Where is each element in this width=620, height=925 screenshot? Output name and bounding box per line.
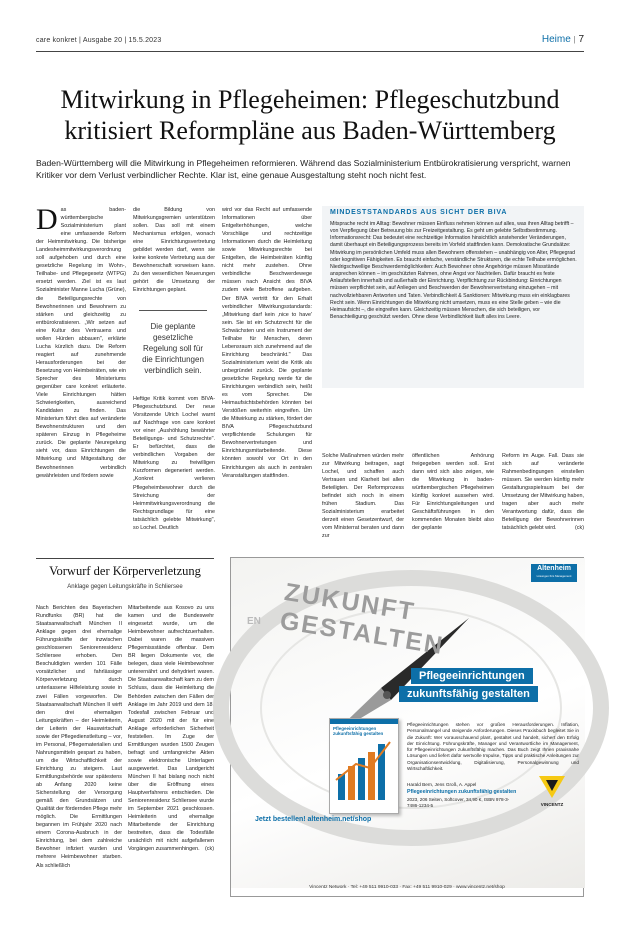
book-title-1: Pflegeeinrichtungen <box>333 726 377 731</box>
page-section <box>542 34 584 45</box>
column-2b-text: Heftige Kritik kommt vom BIVA-Pflegeschutzbund. Der neue Vorsitzende Ulrich Lochel warnt auf Nachfrage von care konkret vor einer „Aushöhlung bewährter Beteiligungs- und Schutzrechte". Er befürchtet, dass die verbindlichen Vorgaben der Mitwirkung zu freiwilligen Kurzformen degeneriert werden. „Konkret verlieren Pflegeheimbewohner durch die Streichung der Heimmitwirkungsverordnung die Rechtsgrundlage für eine tatsächlich gelebte Mitwirkung", so Lochel. Deutlich <box>133 396 215 531</box>
compass-letters: EN <box>247 616 261 627</box>
column-4-text: Solche Maßnahmen würden mehr zur Mitwirkung beitragen, sagt Lochel, und schaffen auch Vertrauen und Klarheit bei allen Beteiligten. Der Reformprozess befindet sich noch in einem frühen Stadium. Das Sozialministerium erarbeitet derzeit einen Gesetzentwurf, der vom Ministerrat beraten und dann zur <box>322 453 404 540</box>
section-divider <box>36 558 214 559</box>
publisher-logo-icon <box>537 774 567 800</box>
info-box-body: Mitsprache recht im Alltag: Bewohner müssen Einfluss nehmen können auf alles, was ihren Alltag betrifft – von Verpflegung über Betreuung bis zur Freizeitgestaltung. Es geht um gelebte Selbstbestimmung. Informationsrecht: Das bedeutet eine rechtzeitige Information hinsichtlich anstehender Veränderungen, damit überhaupt ein Beteiligungsprozess bereits im Vorfeld stattfinden kann. Demokratische Grundsätze: Mitwirkung im persönlichen Umfeld muss allen Bewohnern offenstehen – unabhängig von Alter, Pflegegrad oder kognitiven Fähigkeiten. Es braucht einfache, verständliche Strukturen, die echte Teilhabe ermöglichen. Niedrigschwellige Beschwerdemöglichkeiten: Auch Bewohner ohne Angehörige müssen Missstände ansprechen können – im geschützten Rahmen, ohne Angst vor Nachteilen. Dafür braucht es feste Anlaufstellen innerhalb und außerhalb der Einrichtung. Verpflichtung zur Rückbindung: Einrichtungen müssen verpflichtet sein, auf Anliegen und Beschwerden der Bewohnervertretung einzugehen – mit nachvollziehbaren Antworten und Taten. Verbindlichkeit & Sanktionen: Mitwirkung muss ein einklagbares Recht sein. Wenn Einrichtungen die Mitwirkung nicht umsetzen, muss es eine Stelle geben – wie die Heimaufsicht –, die eingreifen kann. Gleichzeitig müssen Menschen, die sich beteiligen, vor Benachteiligung geschützt werden. Ohne diese Verbindlichkeit läuft alles ins Leere. <box>330 221 577 321</box>
article-column-5 <box>412 452 494 532</box>
ad-book-line: Pflegeeinrichtungen zukunftsfähig gestalten <box>407 789 517 795</box>
article-lead: Baden-Württemberg will die Mitwirkung in Pflegeheimen reformieren. Während das Sozialministerium Entbürokratisierung verspricht, warnen Kritiker vor dem Verlust verbindlicher Rechte. Klar ist, eine genaue Ausgestaltung steht noch nicht fest. <box>36 158 571 180</box>
article2-title: Vorwurf der Körperverletzung <box>49 564 201 578</box>
article2-column-1 <box>36 604 122 892</box>
section-name: Heime <box>541 34 571 45</box>
ad-cta-link[interactable]: Jetzt bestellen! altenheim.net/shop <box>255 816 372 823</box>
column-2a-text: die Bildung von Mitwirkungsgremien unterstützen sollen. Das soll mit einem Mechanismus erfolgen, wonach eine Einrichtungsvertretung gebildet werden darf, wenn sie keine konkrete Vertretung aus der Bewohnerschaft vorweisen kann. Zu den wesentlichen Neuerungen gehört die Umsetzung der Einrichtungen geplant. <box>133 207 215 294</box>
article-column-3 <box>222 206 312 528</box>
article-headline: Mitwirkung in Pflegeheimen: Pflegeschutzbund kritisiert Reformpläne aus Baden-Württemberg <box>60 85 560 145</box>
ad-description: Pflegeeinrichtungen stehen vor großen Herausforderungen. Inflation, Personalmangel und steigende Anforderungen. Dieses Praxisbuch begleitet Sie in die Zukunft: Wer vorausschauend plant, gestaltet und handelt, sichert den Erfolg der Einrichtung. Führungskräfte, Manager und Verantwortliche im Management, für Pflegeeinrichtungen zukunftsfähig machen. Das Buch zeigt Ihnen praxisnahe Lösungen und liefert dafür wertvolle Impulse, Tipps und praktische Anleitungen zur Organisationsentwicklung, Digitalisierung, Personalgewinnung und Wirtschaftlichkeit. <box>407 722 579 772</box>
section-separator: | <box>573 35 576 44</box>
book-cover[interactable] <box>329 718 399 814</box>
article2-author: (ck) <box>205 846 214 853</box>
ad-footer: Vincentz Network · Tel: +49 511 9910-033 · Fax: +49 511 9910-029 · www.vincentz.net/shop <box>309 885 505 890</box>
issue-info: care konkret | Ausgabe 20 | 15.5.2023 <box>36 37 162 44</box>
article-column-2b <box>133 395 215 547</box>
pull-quote: Die geplante gesetzliche Regelung soll für die Einrichtungen verbindlich sein. <box>139 310 207 376</box>
column-1-text: as baden-württembergische Sozialministerium plant eine umfassende Reform der Heimmitwirkung. Die bisherige Landesheimmitwirkungsverordnung soll aufgehoben und durch eine gesetzliche Regelung im Wohn-, Teilhabe- und Pflegegesetz (WTPG) ersetzt werden. Ziel ist es laut Sozialminister Manne Lucha (Grüne), die Beteiligungsrechte von Bewohnerinnen und Bewohnern zu stärken und gleichzeitig zu entbürokratisieren. „Wir setzen auf eine Kultur des Vertrauens und wollen Hürden abbauen", erklärte Lucha kürzlich dazu. Die Reform reagiert auf zunehmende Herausforderungen bei der Besetzung von Heimbeiräten, wie ein Sprecher des Ministeriums gegenüber care konkret erläuterte. Viele Einrichtungen hätten Schwierigkeiten, ausreichend Kandidaten zu finden. Das Ministerium führt dies auf veränderte Bewohnerstrukturen und den späteren Einzug in Pflegeheime zurück. Die geplante Neuregelung sieht vor, dass Einrichtungen die Mitwirkung und Mitgestaltung der Bewohnerinnen verbindlich gewährleisten und fördern sowie <box>36 207 126 479</box>
advertisement[interactable] <box>230 557 584 897</box>
ribbon-line-2: zukunftsfähig gestalten <box>399 686 538 702</box>
column-3-text: wird vor das Recht auf umfassende Informationen über Entgelterhöhungen, welche Vorschläge und rechtzeitige Informationen durch die Heimleitung sowie Mitwirkungsrechte bei Entgelten, die Heimbeiräten künftig nicht mehr zustehen. Ohne verbindliche Beschwerdewege müssen nach Ansicht des BIVA zudem viele Betroffene aufgeben. Der BIVA vertritt für den Erhalt verbindlicher Mitwirkungsstandards: „Mitwirkung darf kein ‚nice to have' sein. Sie ist ein Schutzrecht für die Schwächsten und ein Instrument der Teilhabe für Menschen, deren Lebensraum sich zunehmend auf die Einrichtung beschränkt." Das Sozialministerium weist die Kritik als unbegründet zurück. Die geplante gesetzliche Regelung werde für die Einrichtungen verbindlich sein, heißt es vom Sprecher. Die Heimaufsichtsbehörden könnten bei Verstößen weiterhin eingreifen. Um die Mitwirkung zu stärken, fördert der BIVA Pflegeschutzbund verpflichtende Schulungen für Bewohnervertretungen und Einrichtungsmitarbeitende. Diese könnten sowohl vor Ort in den Einrichtungen als auch in zentralen Veranstaltungen stattfinden. <box>222 207 312 479</box>
publisher-name: VINCENTZ <box>540 802 564 807</box>
article-column-6 <box>502 452 584 532</box>
article2-column-2-text: Mitarbeitende aus Kosovo zu uns kamen und die Bundeswehr eingesetzt wurde, um die Heimbewohner aufrechtzuerhalten. Dabei waren die massiven Pflegemissstände offenbar. Dem BR liegen Dokumente vor, die belegen, dass viele Heimbewohner unterernährt und dehydriert waren. Die Staatsanwaltschaft kam zu dem Schluss, dass die Heimleitung die Behörden zwischen den Fällen der Anklage im Jahr 2019 und dem 18. Todesfall zwischen Februar und August 2020 mit der für eine Anklage erforderlichen Sicherheit feststellen. Im Zuge der Ermittlungen wurden 1500 Zeugen befragt und umfangreiche Akten sowie elektronische Unterlagen ausgewertet. Das Landgericht München II hat bislang noch nicht über die Eröffnung eines Hauptverfahrens entschieden. Die Seniorenresidenz Schliersee wurde im September 2021 geschlossen. Heimleiterin und ehemalige Mitarbeitende der Einrichtung bestreiten, dass die Todesfälle ursächlich mit nicht aufgefallenen Vorgängen zusammenhingen. <box>128 605 214 853</box>
page-number: 7 <box>578 34 584 45</box>
column-5-text: öffentlichen Anhörung freigegeben werden soll. Erst dann wird sich also zeigen, wie die Mitwirkung in baden-württembergischen Pflegeheimen künftig konkret aussehen wird. Für Einrichtungsleitungen und Geschäftsführungen in den kommenden Monaten bleibt also der geplante <box>412 453 494 532</box>
book-title-2: zukunftsfähig gestalten <box>333 731 384 736</box>
column-6-text: Reform im Auge. Fall. Dass sie sich auf veränderte Rahmenbedingungen einstellen müssen. Sie werden künftig mehr Gestaltungsspielraum bei der Umsetzung der Mitwirkung haben, tragen aber auch mehr Verantwortung dafür, dass die Beteiligung der Bewohnerinnen tatsächlich gelebt wird. <box>502 453 584 532</box>
ad-authors: Harald Bern, Jens Groß, A. Appel <box>407 782 477 787</box>
ad-banner-text: ZUKUNFT GESTALTEN <box>278 578 447 661</box>
article-column-4 <box>322 452 404 540</box>
brand-tagline: Lösungen fürs Management <box>536 574 572 578</box>
book-bar-graphic <box>330 736 400 806</box>
brand-name: Altenheim <box>537 565 571 572</box>
author-initials: (ck) <box>575 525 584 532</box>
article-column-1 <box>36 203 126 556</box>
article2-column-2 <box>128 604 214 892</box>
article-column-2a <box>133 206 215 292</box>
article2-column-1-text: Nach Berichten des Bayerischen Rundfunks (BR) hat die Staatsanwaltschaft München II Anklage gegen drei ehemalige Führungskräfte der inzwischen geschlossenen Seniorenresidenz Schliersee erhoben. Den Beschuldigten werden 101 Fälle vorsätzlicher und fahrlässiger Körperverletzung durch unterlassene Hilfeleistung sowie in zwei Fällen vorgeworfen. Die Staatsanwaltschaft München II wirft den drei ehemaligen Leitungskräften – der Heimleiterin, der Leiterin der Hauswirtschaft sowie der Pflegedienstleitung – vor, im Personal, Pflegematerialien und Nahrungsmitteln gespart zu haben, um die Wirtschaftlichkeit der Einrichtung zu steigern. Laut Ermittlungsbehörde war spätestens ab Anfang 2020 keine Sicherstellung der Versorgung gemäß den Grundsätzen und Qualität der fördernden Pflege mehr möglich. Die Ermittlungen begannen im Frühjahr 2020 nach einem Corona-Ausbruch in der Einrichtung, bei dem zahlreiche Bewohner infiziert wurden und mehrere Heimbewohner starben. Als schließlich <box>36 605 123 869</box>
article2-subtitle: Anklage gegen Leitungskräfte in Schliersee <box>67 584 183 590</box>
header-divider <box>36 51 584 52</box>
drop-cap: D <box>36 203 58 236</box>
ribbon-line-1: Pflegeeinrichtungen <box>411 668 533 684</box>
info-box-title: MINDESTSTANDARDS AUS SICHT DER BIVA <box>330 209 508 216</box>
ad-book-meta: 2023, 206 Seiten, Softcover, 34,90 €, ISBN 978-3-7486-1234-5 <box>407 797 510 808</box>
ad-ribbon <box>371 666 571 710</box>
